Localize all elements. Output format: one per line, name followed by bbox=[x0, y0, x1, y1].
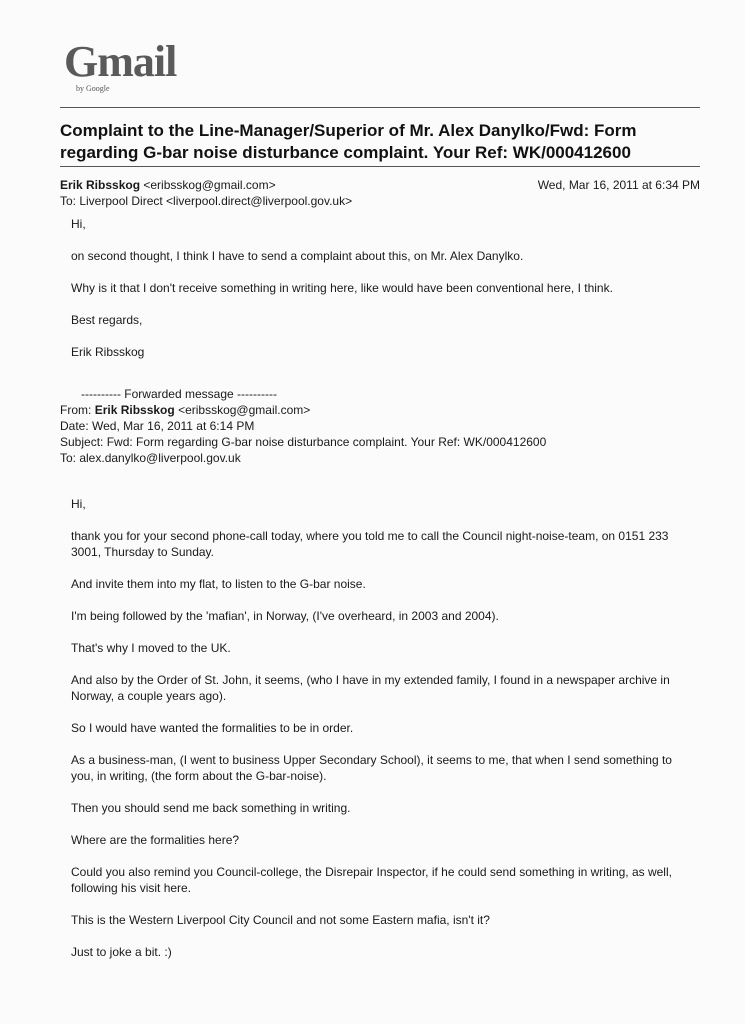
email-body bbox=[60, 216, 691, 960]
body-paragraph: Why is it that I don't receive something in writing here, like would have been conventional here, I think. bbox=[71, 281, 613, 295]
fwd-paragraph: Could you also remind you Council-college, the Disrepair Inspector, if he could send something in writing, as well, following his visit here. bbox=[71, 865, 672, 895]
fwd-paragraph: That's why I moved to the UK. bbox=[71, 641, 231, 655]
fwd-paragraph: I'm being followed by the 'mafian', in Norway, (I've overheard, in 2003 and 2004). bbox=[71, 609, 499, 623]
fwd-paragraph: thank you for your second phone-call today, where you told me to call the Council night-noise-team, on 0151 233 3001, Thursday to Sunday. bbox=[71, 529, 669, 559]
fwd-paragraph: As a business-man, (I went to business Upper Secondary School), it seems to me, that when I send something to you, in writing, (the form about the G-bar-noise). bbox=[71, 753, 672, 783]
forwarded-divider-label: ---------- Forwarded message ---------- bbox=[81, 387, 277, 401]
forwarded-header-block bbox=[60, 386, 691, 466]
email-subject: Complaint to the Line-Manager/Superior of Mr. Alex Danylko/Fwd: Form regarding G-bar noise disturbance complaint. Your Ref: WK/000412600 bbox=[60, 121, 637, 162]
email-meta bbox=[60, 177, 700, 209]
gmail-logo-subtext: by Google bbox=[76, 84, 110, 93]
forwarded-subject: Subject: Fwd: Form regarding G-bar noise disturbance complaint. Your Ref: WK/000412600 bbox=[60, 435, 547, 449]
sender-email: <eribsskog@gmail.com> bbox=[143, 178, 276, 192]
recipient-line: To: Liverpool Direct <liverpool.direct@liverpool.gov.uk> bbox=[60, 194, 353, 208]
forwarded-to: To: alex.danylko@liverpool.gov.uk bbox=[60, 451, 241, 465]
body-paragraph: Best regards, bbox=[71, 313, 143, 327]
email-date: Wed, Mar 16, 2011 at 6:34 PM bbox=[537, 178, 700, 192]
header-divider bbox=[60, 107, 700, 108]
fwd-paragraph: Hi, bbox=[71, 497, 86, 511]
forwarded-from-email: <eribsskog@gmail.com> bbox=[178, 403, 311, 417]
sender-name: Erik Ribsskog bbox=[60, 178, 141, 192]
fwd-paragraph: Where are the formalities here? bbox=[71, 833, 240, 847]
forwarded-date: Date: Wed, Mar 16, 2011 at 6:14 PM bbox=[60, 419, 255, 433]
fwd-paragraph: And invite them into my flat, to listen to the G-bar noise. bbox=[71, 577, 366, 591]
signature: Erik Ribsskog bbox=[71, 345, 145, 359]
subject-divider bbox=[60, 166, 700, 167]
body-paragraph: Hi, bbox=[71, 217, 86, 231]
gmail-logo-text: Gmail bbox=[64, 37, 177, 86]
fwd-paragraph: Then you should send me back something in writing. bbox=[71, 801, 351, 815]
body-paragraph: on second thought, I think I have to send a complaint about this, on Mr. Alex Danylko. bbox=[71, 249, 524, 263]
fwd-paragraph: This is the Western Liverpool City Council and not some Eastern mafia, isn't it? bbox=[71, 913, 490, 927]
fwd-paragraph: And also by the Order of St. John, it seems, (who I have in my extended family, I found in a newspaper archive in Norway, a couple years ago). bbox=[71, 673, 670, 703]
forwarded-from-name: Erik Ribsskog bbox=[94, 403, 175, 417]
forwarded-from-label: From: bbox=[60, 403, 92, 417]
gmail-logo bbox=[64, 37, 177, 93]
forwarded-from bbox=[60, 402, 691, 418]
fwd-paragraph: Just to joke a bit. :) bbox=[71, 945, 172, 959]
fwd-paragraph: So I would have wanted the formalities to be in order. bbox=[71, 721, 354, 735]
